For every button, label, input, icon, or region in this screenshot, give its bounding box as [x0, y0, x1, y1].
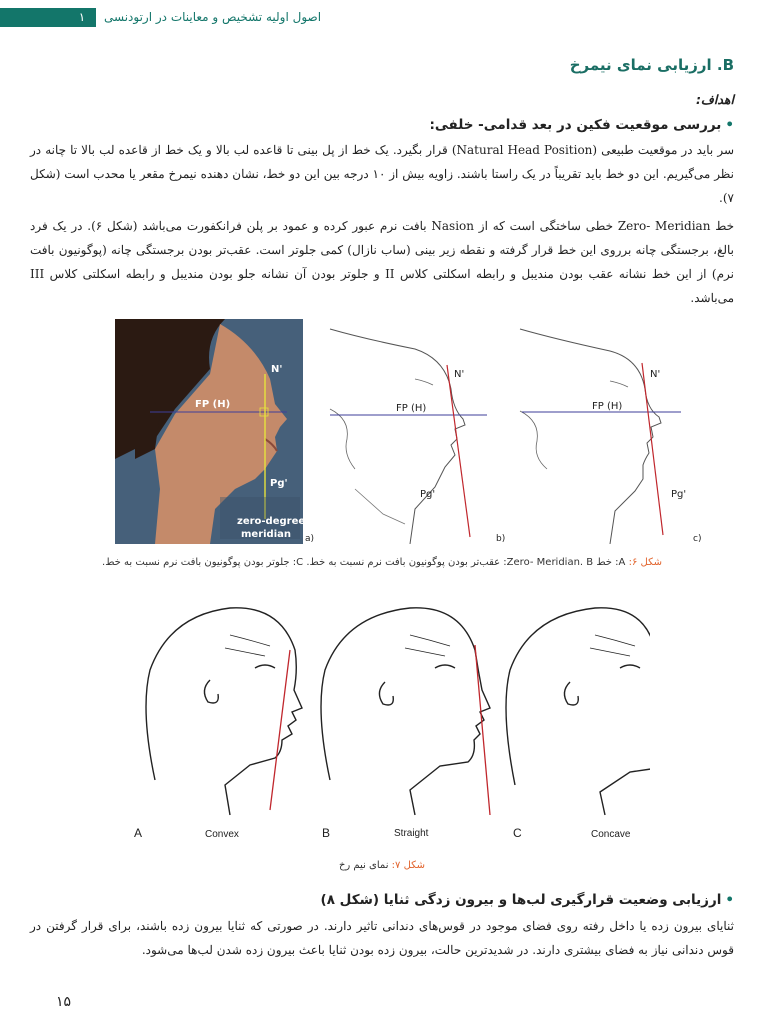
bullet-title: ارزیابی وضعیت قرارگیری لب‌ها و بیرون زدگی ثنایا (شکل ۸)	[320, 892, 722, 908]
label-meridian: meridian	[241, 529, 292, 540]
fig7-letter-b: B	[322, 826, 331, 840]
bullet-title: بررسی موقعیت فکین در بعد قدامی- خلفی:	[429, 117, 722, 133]
figure-7-caption-text: نمای نیم رخ	[338, 860, 392, 871]
label-n-b: N'	[454, 369, 465, 380]
figure-6-caption-label: شکل ۶:	[628, 557, 662, 568]
panel-letter-a: a)	[305, 534, 315, 544]
figure-6-caption-text: A: خط Zero- Meridian. B: عقب‌تر بودن پوگونیون بافت نرم نسبت به خط. C: جلوتر بودن پوگونیون بافت نرم نسبت به خط.	[102, 557, 629, 568]
label-fp-b: FP (H)	[396, 403, 427, 414]
panel-letter-b: b)	[496, 534, 506, 544]
figure-7-caption	[30, 860, 734, 871]
label-n-a: N'	[271, 364, 283, 375]
label-pg-b: Pg'	[420, 489, 436, 500]
label-n-c: N'	[650, 369, 661, 380]
fig7-label-straight: Straight	[394, 828, 429, 839]
figure-7-caption-label: شکل ۷:	[391, 860, 426, 871]
bullet-icon: •	[725, 892, 734, 908]
label-pg-a: Pg'	[270, 478, 288, 489]
profile-concave	[506, 608, 650, 815]
fig7-letter-c: C	[513, 826, 522, 840]
panel-letter-c: c)	[693, 534, 702, 544]
section-title: B. ارزیابی نمای نیمرخ	[569, 56, 734, 74]
page-number: ۱۵	[56, 994, 72, 1010]
label-fp-c: FP (H)	[592, 401, 623, 412]
figure-6-caption	[30, 557, 734, 568]
paragraph-incisors: ثنایای بیرون زده یا داخل رفته روی فضای موجود در قوس‌های دندانی تاثیر دارند. در صورتی که ثنایا بیرون زده باشند، برای قرار گرفتن در قوس دندانی نیاز به فضای بیشتری دارند. در شدیدترین حالت، بیرون زده بودن ثنایا باعث بیرون زده شدن لب‌ها می‌شود.	[30, 919, 734, 957]
figure-7	[130, 590, 650, 845]
chapter-title: اصول اولیه تشخیص و معاینات در ارتودنسی	[104, 10, 322, 24]
label-pg-c: Pg'	[671, 489, 687, 500]
paragraph-head-position: سر باید در موقعیت طبیعی (Natural Head Position) قرار بگیرد. یک خط از پل بینی تا قاعده لب بالا و یک خط از قاعده لب بالا تا چانه در نظر می‌گیریم. این دو خط باید تقریباً در یک راستا باشند. زاویه بیش از ۱۰ درجه بین این دو خط، نشان دهنده نیمرخ مقعر یا محدب است (شکل ۷).	[30, 143, 735, 205]
bullet-heading-jaws	[429, 117, 734, 133]
profile-straight	[321, 608, 490, 815]
label-zero-degree: zero-degree	[237, 516, 306, 527]
line-convex	[270, 650, 290, 810]
fig7-letter-a: A	[134, 826, 143, 840]
figure-6	[115, 319, 709, 544]
fig7-label-concave: Concave	[591, 829, 631, 840]
photo-panel-a	[115, 319, 314, 544]
label-fp-a: FP (H)	[195, 399, 231, 410]
paragraph-zero-meridian: خط Zero- Meridian خطی ساختگی است که از Nasion بافت نرم عبور کرده و عمود بر پلن فرانکفورت می‌باشد (شکل ۶). در یک فرد بالغ، برجستگی چانه برروی این خط قرار گرفته و نقطه زیر بینی (ساب نازال) کمی جلوتر است. عقب‌تر بودن برجستگی چانه (پوگونیون بافت نرم) از این خط نشانه عقب بودن مندیبل و رابطه اسکلتی کلاس II و جلوتر بودن آن نشانه جلو بودن مندیبل و رابطه اسکلتی کلاس III می‌باشد.	[30, 219, 735, 305]
profile-convex	[146, 608, 302, 815]
bullet-icon: •	[725, 117, 734, 133]
fig7-label-convex: Convex	[205, 829, 239, 840]
goals-label: اهداف:	[695, 92, 734, 107]
chapter-number: ۱	[78, 10, 86, 24]
bullet-heading-lips	[321, 892, 734, 908]
sketch-panel-c	[515, 319, 701, 544]
sketch-panel-b	[323, 319, 505, 544]
